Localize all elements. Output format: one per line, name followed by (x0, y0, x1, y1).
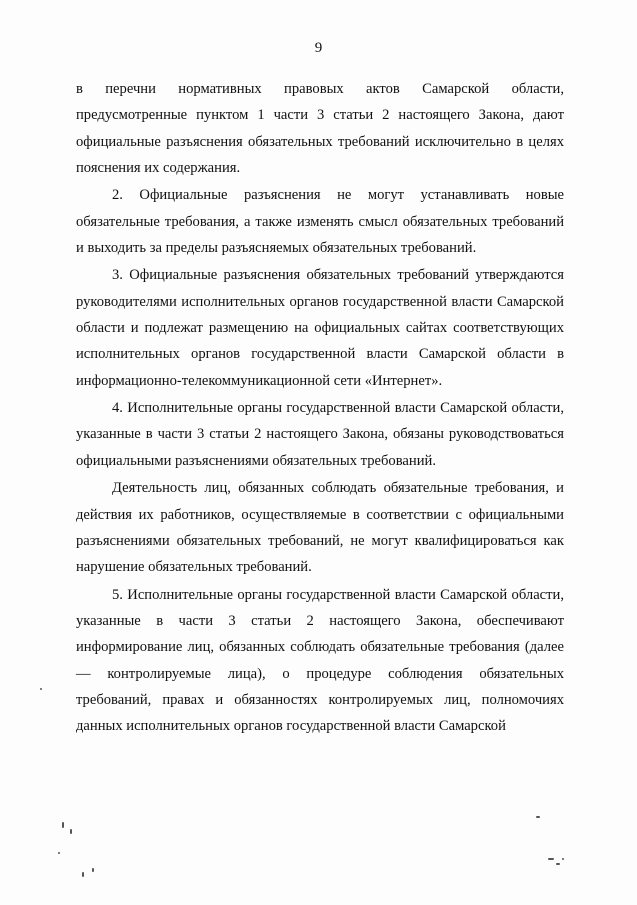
scan-speck (548, 858, 554, 860)
paragraph-3: 3. Официальные разъяснения обязательных требований утверждаются руководителями исполнительных органов государственной власти Самарской области и подлежат размещению на официальных сайтах соответствующих исполнительных органов государственной власти Самарской области в информационно-телекоммуникационной сети «Интернет». (76, 267, 564, 389)
scan-speck (40, 688, 42, 690)
scan-speck (62, 822, 64, 828)
paragraph-2: 2. Официальные разъяснения не могут устанавливать новые обязательные требования, а также изменять смысл обязательных требований и выходить за пределы разъясняемых обязательных требований. (76, 187, 564, 257)
scan-speck (556, 863, 560, 865)
paragraph-4: 4. Исполнительные органы государственной власти Самарской области, указанные в части 3 статьи 2 настоящего Закона, обязаны руководствоваться официальными разъяснениями обязательных требований. (76, 400, 564, 469)
scan-speck (92, 868, 94, 872)
scan-speck (536, 816, 540, 818)
paragraph-4-continuation: Деятельность лиц, обязанных соблюдать обязательные требования, и действия их работников, осуществляемые в соответствии с официальными разъяснениями обязательных требований, не могут квалифицироваться как нарушение обязательных требований. (76, 480, 564, 576)
page-number: 9 (314, 40, 323, 56)
document-body (76, 76, 564, 740)
paragraph-continuation: в перечни нормативных правовых актов Самарской области, предусмотренные пунктом 1 части 3 статьи 2 настоящего Закона, дают официальные разъяснения обязательных требований исключительно в целях пояснения их содержания. (76, 81, 564, 177)
scan-speck (58, 852, 60, 854)
scan-speck (70, 829, 72, 834)
paragraph-5: 5. Исполнительные органы государственной власти Самарской области, указанные в части 3 статьи 2 настоящего Закона, обеспечивают информирование лиц, обязанных соблюдать обязательные требования (далее — контролируемые лица), о процедуре соблюдения обязательных требований, правах и обязанностях контролируемых лиц, полномочиях данных исполнительных органов государственной власти Самарской (76, 586, 564, 735)
scan-speck (82, 872, 84, 877)
scan-speck (562, 858, 564, 860)
